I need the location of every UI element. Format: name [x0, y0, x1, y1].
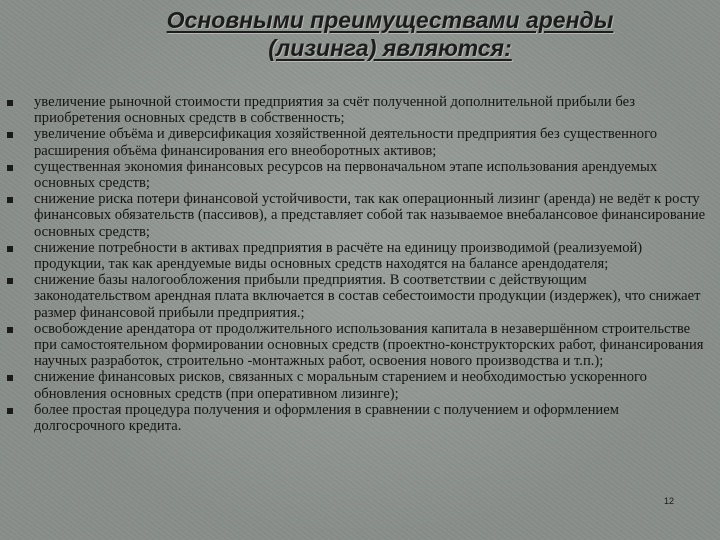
- title-line-1: Основными преимуществами аренды: [166, 7, 614, 33]
- list-item-text: снижение финансовых рисков, связанных с моральным старением и необходимостью ускоренного обновления основных средств (при оперативном лизинге);: [34, 369, 647, 402]
- list-item-text: снижение потребности в активах предприятия в расчёте на единицу производимой (реализуемой) продукции, так как арендуемые виды основных средств находятся на балансе арендодателя;: [34, 239, 643, 273]
- list-item-text: снижение базы налогообложения прибыли предприятия. В соответствии с действующим законодательством арендная плата включается в состав себестоимости продукции (издержек), что снижает размер финансовой прибыли предприятия.;: [34, 272, 701, 321]
- list-item: [0, 369, 720, 401]
- list-item-text: увеличение объёма и диверсификация хозяйственной деятельности предприятия без существенного расширения объёма финансирования его внеоборотных активов;: [34, 126, 657, 159]
- square-bullet-icon: [7, 278, 13, 284]
- list-item: [0, 191, 720, 240]
- square-bullet-icon: [7, 375, 13, 381]
- list-item-text: существенная экономия финансовых ресурсов на первоначальном этапе использования арендуемых основных средств;: [34, 158, 658, 192]
- slide-title: [90, 6, 690, 62]
- list-item-text: освобождение арендатора от продолжительного использования капитала в незавершённом строительстве при самостоятельном формировании основных средств (проектно-конструкторских работ, финансирования научных разработок, строительно -монтажных работ, освоения нового производства и т.п.);: [34, 320, 704, 370]
- list-item: [0, 240, 720, 272]
- square-bullet-icon: [7, 197, 13, 203]
- list-item: [0, 272, 720, 321]
- list-item: [0, 94, 720, 126]
- list-item: [0, 321, 720, 370]
- advantages-list: [0, 94, 720, 434]
- title-line-2: (лизинга) являются:: [268, 35, 512, 61]
- list-item-text: снижение риска потери финансовой устойчивости, так как операционный лизинг (аренда) не ведёт к росту финансовых обязательств (пассивов), а представляет собой так называемое внебалансовое финансирование основных средств;: [34, 191, 706, 240]
- square-bullet-icon: [7, 165, 13, 171]
- square-bullet-icon: [7, 246, 13, 252]
- list-item: [0, 126, 720, 158]
- list-item-text: более простая процедура получения и оформления в сравнении с получением и оформлением долгосрочного кредита.: [34, 401, 619, 435]
- list-item: [0, 402, 720, 434]
- page-number: 12: [664, 496, 675, 506]
- list-item: [0, 159, 720, 191]
- square-bullet-icon: [7, 408, 13, 414]
- square-bullet-icon: [7, 100, 13, 106]
- square-bullet-icon: [7, 132, 13, 138]
- list-item-text: увеличение рыночной стоимости предприятия за счёт полученной дополнительной прибыли без приобретения основных средств в собственность;: [34, 94, 635, 127]
- square-bullet-icon: [7, 327, 13, 333]
